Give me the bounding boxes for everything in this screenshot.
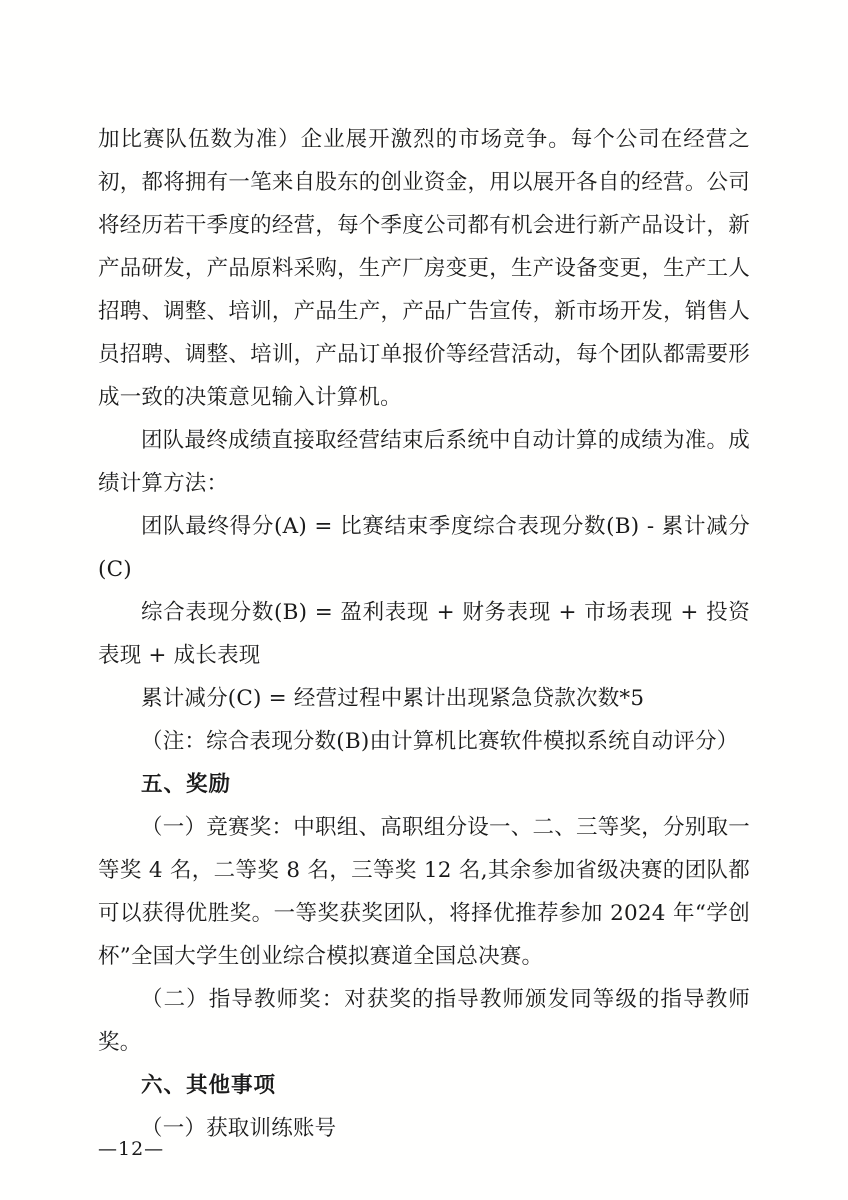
page-number: —12— — [98, 1138, 165, 1160]
paragraph-competition-intro: 加比赛队伍数为准）企业展开激烈的市场竞争。每个公司在经营之初，都将拥有一笔来自股东的创业资金，用以展开各自的经营。公司将经历若干季度的经营，每个季度公司都有机会进行新产品设计，新产品研发，产品原料采购，生产厂房变更，生产设备变更，生产工人招聘、调整、培训，产品生产，产品广告宣传，新市场开发，销售人员招聘、调整、培训，产品订单报价等经营活动，每个团队都需要形成一致的决策意见输入计算机。 — [98, 127, 750, 410]
paragraph-formula-b: 综合表现分数(B) = 盈利表现 + 财务表现 + 市场表现 + 投资表现 + 成长表现 — [98, 600, 750, 668]
paragraph-final-score-rule: 团队最终成绩直接取经营结束后系统中自动计算的成绩为准。成绩计算方法： — [98, 428, 750, 496]
paragraph-formula-c: 累计减分(C) = 经营过程中累计出现紧急贷款次数*5 — [141, 686, 645, 711]
section-heading-awards: 五、奖励 — [141, 772, 232, 797]
paragraph-other-account: （一）获取训练账号 — [141, 1116, 337, 1141]
paragraph-award-competition: （一）竞赛奖：中职组、高职组分设一、二、三等奖，分别取一等奖 4 名，二等奖 8 名，三等奖 12 名,其余参加省级决赛的团队都可以获得优胜奖。一等奖获奖团队，将择优推荐参加 2024 年“学创杯”全国大学生创业综合模拟赛道全国总决赛。 — [98, 815, 750, 969]
document-body — [98, 118, 750, 1150]
section-heading-other: 六、其他事项 — [141, 1073, 277, 1098]
paragraph-note: （注：综合表现分数(B)由计算机比赛软件模拟系统自动评分） — [141, 729, 739, 754]
paragraph-award-teacher: （二）指导教师奖：对获奖的指导教师颁发同等级的指导教师奖。 — [98, 987, 750, 1055]
paragraph-formula-a: 团队最终得分(A) = 比赛结束季度综合表现分数(B) - 累计减分(C) — [98, 514, 750, 582]
